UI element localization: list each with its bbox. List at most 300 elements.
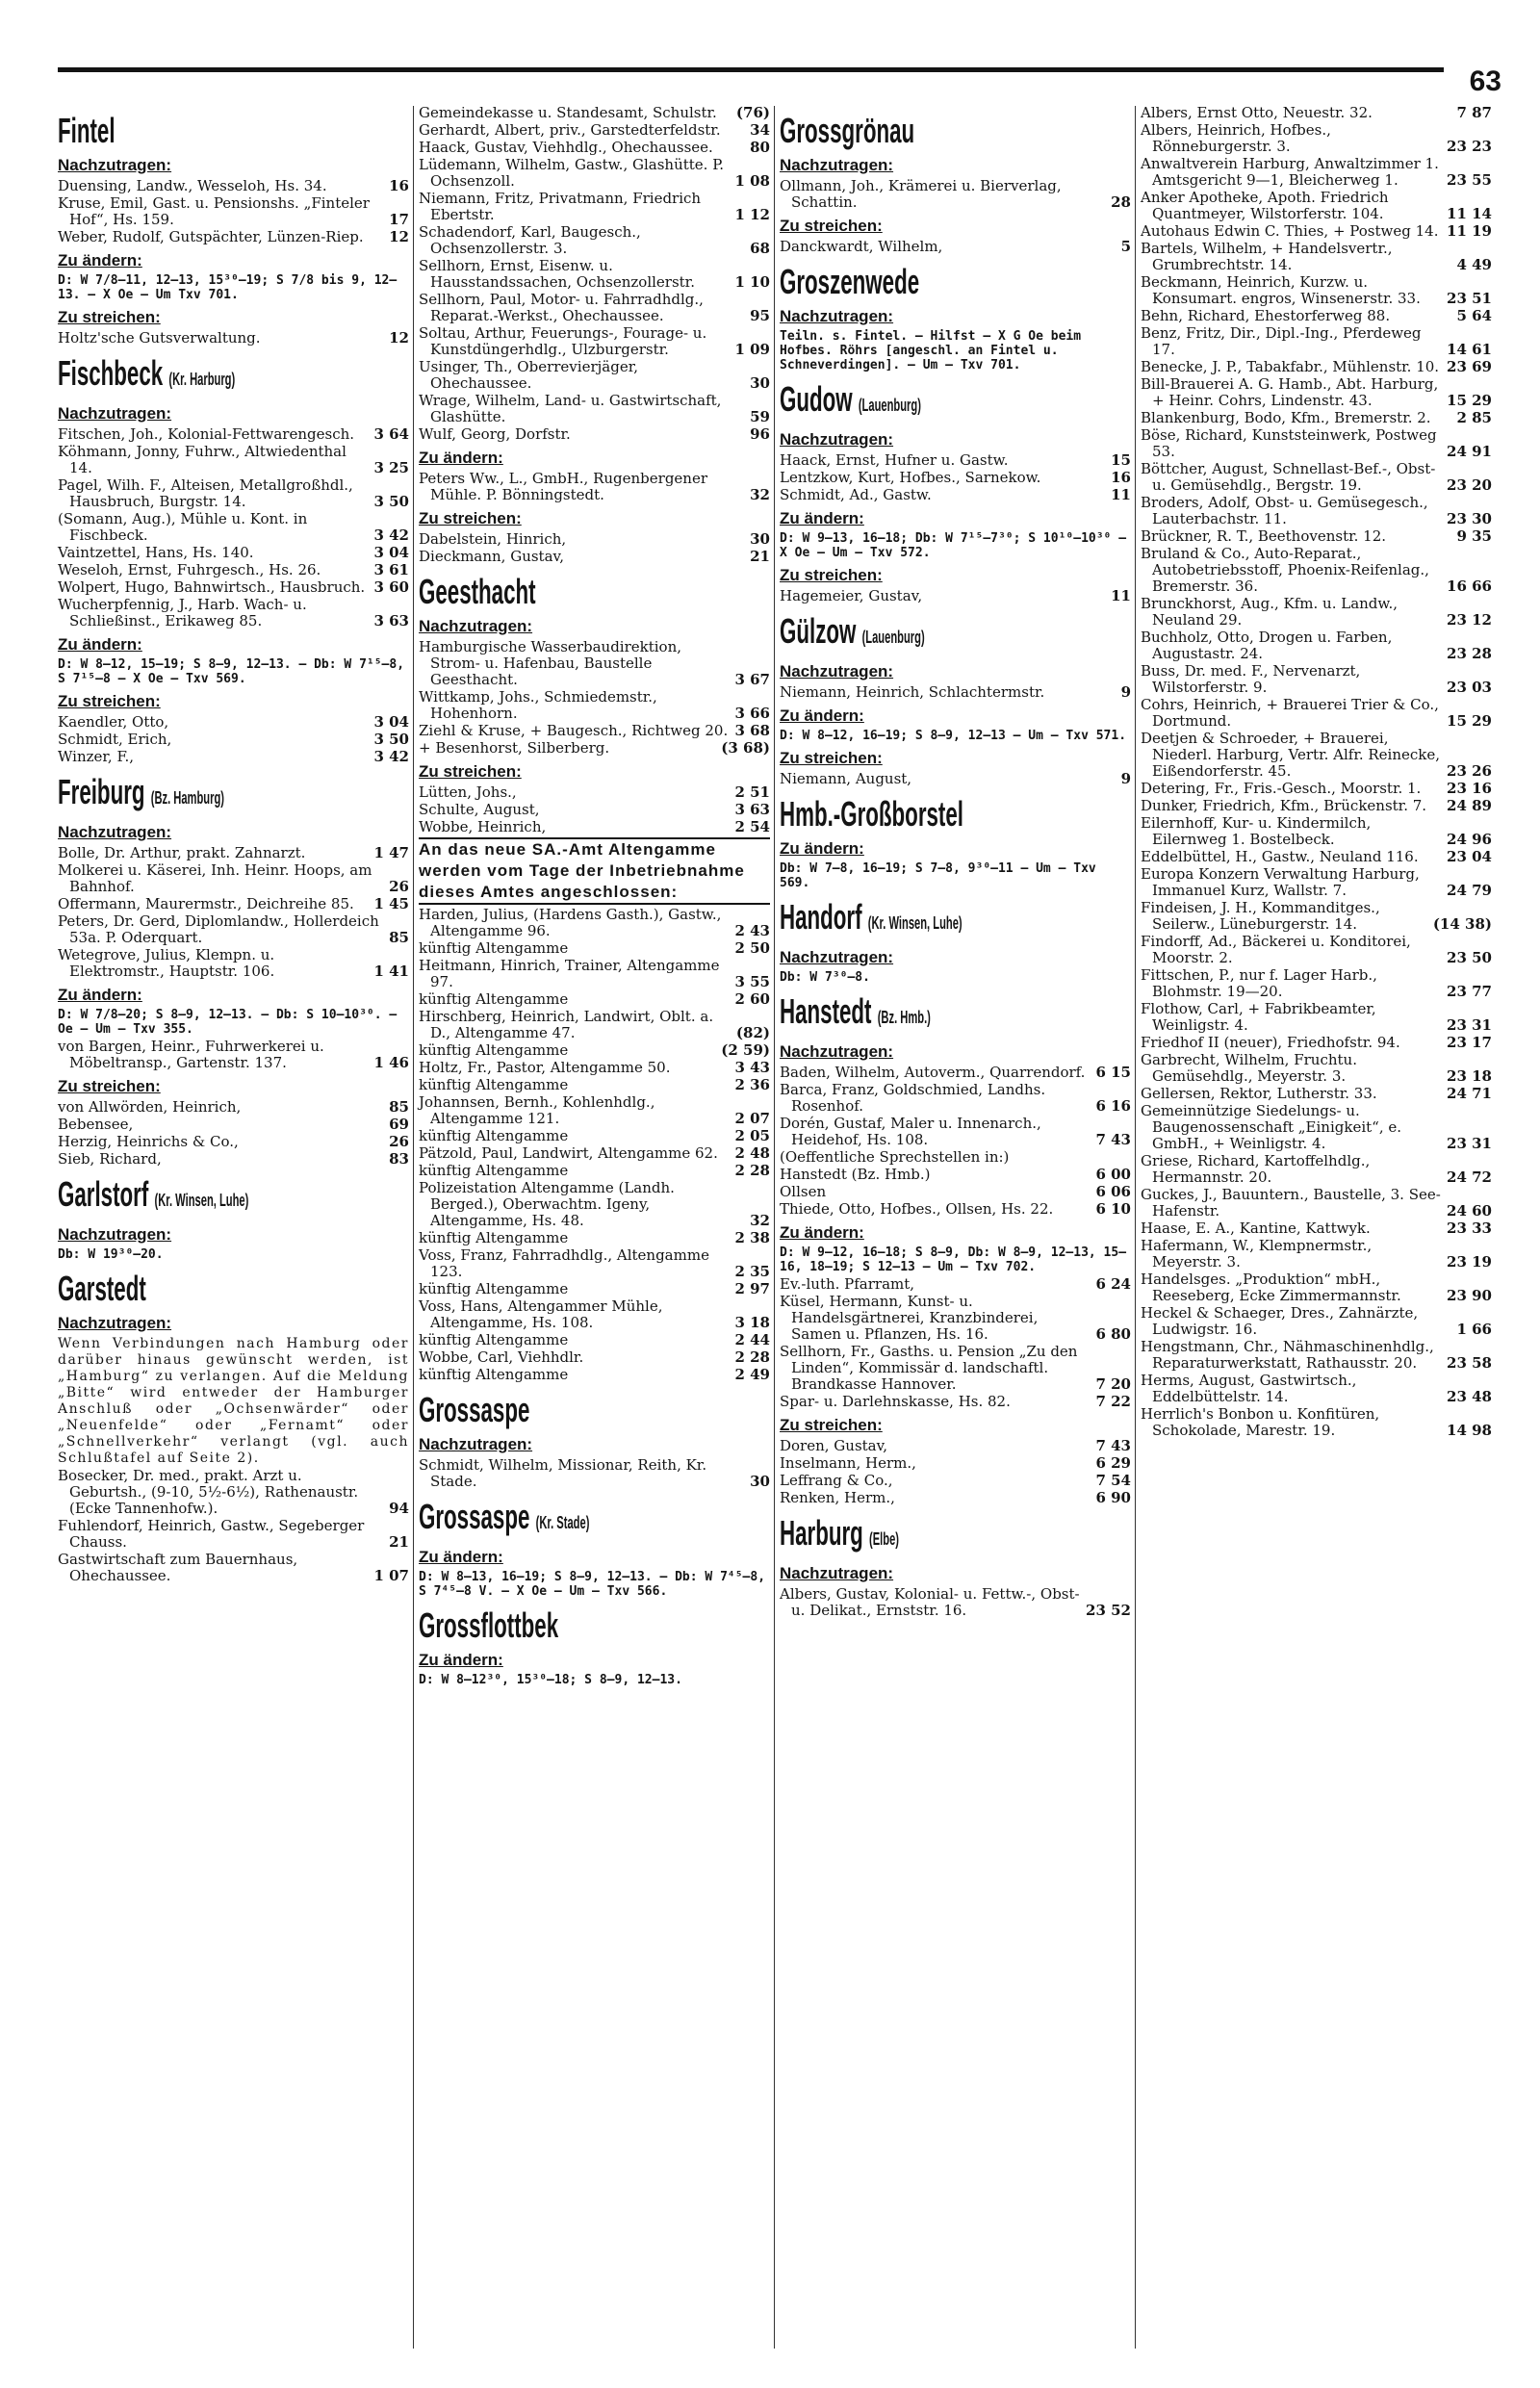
phone-number: 23 28: [1447, 645, 1492, 662]
listing-entry: [780, 487, 1131, 503]
phone-number: 23 48: [1447, 1388, 1492, 1405]
phone-number: 7 87: [1456, 104, 1492, 121]
entry-name: Hafermann, W., Klempnermstr., Meyerstr. 3.: [1141, 1237, 1373, 1271]
listing-entry: [419, 191, 770, 223]
phone-number: 2 38: [734, 1229, 770, 1246]
phone-number: 3 42: [373, 526, 409, 544]
entry-name: Findorff, Ad., Bäckerei u. Konditorei, Moorstr. 2.: [1141, 933, 1411, 966]
section-label: Zu ändern:: [58, 986, 142, 1004]
listing-entry: [780, 1082, 1131, 1115]
listing-entry: [58, 330, 409, 347]
phone-number: 23 19: [1447, 1253, 1492, 1271]
listing-entry: [1141, 866, 1492, 899]
town-name: Freiburg: [58, 772, 145, 811]
section-label: Nachzutragen:: [780, 307, 894, 325]
phone-number: 3 55: [734, 973, 770, 990]
entry-name: Griese, Richard, Kartoffelhdlg., Hermannstr. 20.: [1141, 1152, 1371, 1186]
phone-number: 3 43: [734, 1059, 770, 1076]
phone-number: 17: [389, 211, 409, 228]
entry-name: Inselmann, Herm.,: [780, 1454, 916, 1472]
entry-name: Eddelbüttel, H., Gastw., Neuland 116.: [1141, 848, 1419, 865]
town-heading: [780, 263, 997, 301]
entry-name: Gemeindekasse u. Standesamt, Schulstr.: [419, 104, 717, 121]
phone-number: 23 18: [1447, 1067, 1492, 1085]
listing-entry: [1141, 1035, 1492, 1051]
listing-entry: [780, 1294, 1131, 1343]
entry-name: Brunckhorst, Aug., Kfm. u. Landw., Neuland 29.: [1141, 595, 1399, 629]
phone-number: 23 50: [1447, 949, 1492, 966]
phone-number: 3 63: [734, 801, 770, 818]
listing-entry: [1141, 1339, 1492, 1372]
listing-entry: [58, 1552, 409, 1584]
listing-entry: [58, 477, 409, 510]
entry-name: Albers, Gustav, Kolonial- u. Fettw.-, Obst- u. Delikat., Ernststr. 16.: [780, 1585, 1080, 1619]
listing-entry: [1141, 528, 1492, 545]
entry-name: Wulf, Georg, Dorfstr.: [419, 425, 571, 443]
entry-name: Weseloh, Ernst, Fuhrgesch., Hs. 26.: [58, 561, 321, 578]
phone-number: 6 24: [1095, 1275, 1131, 1293]
phone-number: 2 49: [734, 1366, 770, 1383]
entry-name: Schulte, August,: [419, 801, 540, 818]
entry-name: Bebensee,: [58, 1116, 134, 1133]
listing-entry: [58, 178, 409, 194]
district-label: (Bz. Hmb.): [877, 1008, 931, 1027]
town-heading: [58, 1175, 275, 1220]
section-label: Nachzutragen:: [419, 617, 533, 635]
entry-name: Polizeistation Altengamme (Landh. Berged.), Oberwachtm. Igeny, Altengamme, Hs. 48.: [419, 1179, 675, 1229]
entry-name: Cohrs, Heinrich, + Brauerei Trier & Co., Dortmund.: [1141, 696, 1439, 730]
entry-name: Wobbe, Heinrich,: [419, 818, 547, 835]
phone-number: 3 67: [734, 671, 770, 688]
phone-number: 1 66: [1456, 1321, 1492, 1338]
listing-entry: [419, 940, 770, 957]
listing-entry: [1141, 359, 1492, 375]
listing-entry: [419, 1247, 770, 1280]
listing-entry: [419, 1367, 770, 1383]
entry-name: Holtz'sche Gutsverwaltung.: [58, 329, 261, 347]
district-label: (Bz. Hamburg): [150, 788, 224, 808]
entry-name: Buss, Dr. med. F., Nervenarzt, Wilstorferstr. 9.: [1141, 662, 1361, 696]
entry-name: Deetjen & Schroeder, + Brauerei, Niederl. Harburg, Vertr. Alfr. Reinecke, Eißendorferstr. 45.: [1141, 730, 1441, 780]
listing-entry: [58, 195, 409, 228]
phone-number: 3 50: [373, 731, 409, 748]
phone-number: 23 20: [1447, 476, 1492, 494]
phone-number: 7 22: [1095, 1393, 1131, 1410]
listing-entry: [1141, 1271, 1492, 1304]
entry-name: Schmidt, Ad., Gastw.: [780, 486, 932, 503]
hours-note: Db: W 7³⁰—8.: [780, 970, 870, 985]
listing-entry: [58, 426, 409, 443]
entry-name: Küsel, Hermann, Kunst- u. Handelsgärtnerei, Kranzbinderei, Samen u. Pflanzen, Hs. 16.: [780, 1293, 1039, 1343]
town-name: Geesthacht: [419, 572, 536, 611]
entry-name: Haack, Gustav, Viehhdlg., Ohechaussee.: [419, 139, 713, 156]
listing-entry: [58, 1518, 409, 1551]
entry-name: Kruse, Emil, Gast. u. Pensionshs. „Finteler Hof“, Hs. 159.: [58, 194, 370, 228]
listing-entry: [419, 471, 770, 503]
entry-name: Bruland & Co., Auto-Reparat., Autobetriebsstoff, Phoenix-Reifenlag., Bremerstr. 36.: [1141, 545, 1429, 595]
phone-number: 30: [750, 530, 770, 548]
listing-entry: [419, 122, 770, 139]
section-label: Zu ändern:: [58, 251, 142, 270]
entry-name: Bill-Brauerei A. G. Hamb., Abt. Harburg, + Heinr. Cohrs, Lindenstr. 43.: [1141, 375, 1439, 409]
hours-note: D: W 8—13, 16—19; S 8—9, 12—13. — Db: W 7⁴⁵—8, S 7⁴⁵—8 V. — X Oe — Um — Txv 566.: [419, 1570, 766, 1599]
listing-entry: [1141, 546, 1492, 595]
entry-name: Hamburgische Wasserbaudirektion, Strom- u. Hafenbau, Baustelle Geesthacht.: [419, 638, 682, 688]
section-label: Zu ändern:: [780, 509, 864, 527]
phone-number: 4 49: [1456, 256, 1492, 273]
phone-number: 6 90: [1095, 1489, 1131, 1506]
town-name: Gülzow: [780, 611, 857, 651]
listing-entry: [419, 1180, 770, 1229]
entry-name: Sellhorn, Paul, Motor- u. Fahrradhdlg., Reparat.-Werkst., Ohechaussee.: [419, 291, 704, 324]
listing-entry: [780, 1276, 1131, 1293]
phone-number: 23 16: [1447, 780, 1492, 797]
phone-number: 24 91: [1447, 443, 1492, 460]
listing-entry: [419, 549, 770, 565]
phone-number: 3 68: [734, 722, 770, 739]
entry-name: Dieckmann, Gustav,: [419, 548, 564, 565]
hours-note: D: W 9—13, 16—18; Db: W 7¹⁵—7³⁰; S 10¹⁰—10³⁰ — X Oe — Um — Txv 572.: [780, 531, 1127, 560]
listing-entry: [419, 1060, 770, 1076]
entry-name: Schmidt, Wilhelm, Missionar, Reith, Kr. Stade.: [419, 1456, 707, 1490]
entry-name: Molkerei u. Käserei, Inh. Heinr. Hoops, am Bahnhof.: [58, 861, 372, 895]
entry-name: Ziehl & Kruse, + Baugesch., Richtweg 20.: [419, 722, 729, 739]
phone-number: 80: [750, 139, 770, 156]
entry-name: Wittkamp, Johs., Schmiedemstr., Hohenhorn.: [419, 688, 657, 722]
listing-entry: [780, 771, 1131, 787]
phone-number: 2 35: [734, 1263, 770, 1280]
listing-entry: [419, 105, 770, 121]
entry-name: Schmidt, Erich,: [58, 731, 172, 748]
phone-number: 3 66: [734, 705, 770, 722]
phone-number: 11 14: [1447, 205, 1492, 222]
phone-number: 32: [750, 1212, 770, 1229]
announcement-banner: An das neue SA.-Amt Altengamme werden vom Tage der Inbetriebnahme dieses Amtes angeschlossen:: [419, 837, 770, 905]
town-name: Fischbeck: [58, 353, 164, 393]
listing-entry: [419, 802, 770, 818]
phone-number: 24 96: [1447, 831, 1492, 848]
phone-number: 24 89: [1447, 797, 1492, 814]
section-label: Zu streichen:: [780, 566, 883, 584]
phone-number: 9: [1120, 770, 1131, 787]
section-label: Nachzutragen:: [780, 156, 894, 174]
entry-name: Gellersen, Rektor, Lutherstr. 33.: [1141, 1085, 1377, 1102]
hours-note: Teiln. s. Fintel. — Hilfst — X G Oe beim Hofbes. Röhrs [angeschl. an Fintel u. Schneverdingen]. — Um — Txv 701.: [780, 329, 1082, 372]
town-heading: [780, 992, 997, 1037]
listing-entry: [1141, 308, 1492, 324]
entry-name: Dorén, Gustaf, Maler u. Innenarch., Heidehof, Hs. 108.: [780, 1115, 1041, 1148]
town-heading: [419, 1606, 636, 1645]
listing-entry: [419, 991, 770, 1008]
entry-name: Haase, E. A., Kantine, Kattwyk.: [1141, 1220, 1371, 1237]
listing-entry: [419, 1094, 770, 1127]
phone-number: 9 35: [1456, 527, 1492, 545]
entry-name: künftig Altengamme: [419, 1331, 569, 1348]
entry-name: Gastwirtschaft zum Bauernhaus, Ohechaussee.: [58, 1551, 298, 1584]
listing-entry: [1141, 274, 1492, 307]
listing-entry: [780, 1438, 1131, 1454]
section-label: Zu streichen:: [419, 509, 522, 527]
town-name: Grossaspe: [419, 1497, 530, 1536]
listing-entry: [419, 258, 770, 291]
entry-name: Böse, Richard, Kunststeinwerk, Postweg 53.: [1141, 426, 1437, 460]
town-heading: [419, 1391, 636, 1429]
section-label: Nachzutragen:: [780, 1042, 894, 1061]
entry-name: Bartels, Wilhelm, + Handelsvertr., Grumbrechtstr. 14.: [1141, 240, 1393, 273]
listing-entry: [780, 1201, 1131, 1218]
phone-number: 7 20: [1095, 1375, 1131, 1393]
section-label: Nachzutragen:: [780, 1564, 894, 1582]
entry-name: Herrlich's Bonbon u. Konfitüren, Schokolade, Marestr. 19.: [1141, 1405, 1380, 1439]
entry-name: Peters, Dr. Gerd, Diplomlandw., Hollerdeich 53a. P. Oderquart.: [58, 912, 379, 946]
phone-number: 2 07: [734, 1110, 770, 1127]
entry-name: Benz, Fritz, Dir., Dipl.-Ing., Pferdeweg 17.: [1141, 324, 1422, 358]
phone-number: 16 66: [1447, 578, 1492, 595]
listing-entry: [1141, 427, 1492, 460]
section-label: Zu ändern:: [780, 1223, 864, 1242]
column-divider: [413, 106, 414, 2349]
phone-number: 94: [389, 1500, 409, 1517]
town-heading: [58, 773, 275, 817]
phone-number: 21: [389, 1533, 409, 1551]
phone-number: 7 54: [1095, 1472, 1131, 1489]
entry-name: Peters Ww., L., GmbH., Rugenbergener Mühle. P. Bönningstedt.: [419, 470, 708, 503]
listing-entry: [58, 845, 409, 861]
entry-name: Benecke, J. P., Tabakfabr., Mühlenstr. 10.: [1141, 358, 1440, 375]
listing-entry: [1141, 731, 1492, 780]
phone-number: 23 17: [1447, 1034, 1492, 1051]
entry-name: künftig Altengamme: [419, 1076, 569, 1093]
district-label: (Kr. Harburg): [168, 370, 236, 389]
entry-name: Gerhardt, Albert, priv., Garstedterfeldstr.: [419, 121, 721, 139]
listing-entry: [780, 1394, 1131, 1410]
entry-name: Broders, Adolf, Obst- u. Gemüsegesch., Lauterbachstr. 11.: [1141, 494, 1428, 527]
phone-number: 11 19: [1447, 222, 1492, 240]
phone-number: 7 43: [1095, 1437, 1131, 1454]
phone-number: 23 33: [1447, 1220, 1492, 1237]
entry-name: Ollmann, Joh., Krämerei u. Bierverlag, Schattin.: [780, 177, 1062, 211]
town-heading: [780, 795, 997, 834]
section-label: Zu streichen:: [58, 1077, 161, 1095]
entry-name: Buchholz, Otto, Drogen u. Farben, Augustastr. 24.: [1141, 629, 1393, 662]
listing-entry: [1141, 1103, 1492, 1152]
entry-name: Soltau, Arthur, Feuerungs-, Fourage- u. Kunstdüngerhdlg., Ulzburgerstr.: [419, 324, 707, 358]
listing-entry: [1141, 156, 1492, 189]
entry-name: Wobbe, Carl, Viehhdlr.: [419, 1348, 584, 1366]
district-label: (Kr. Winsen, Luhe): [867, 913, 962, 933]
section-label: Nachzutragen:: [780, 430, 894, 449]
phone-number: 11: [1111, 486, 1131, 503]
phone-number: 32: [750, 486, 770, 503]
entry-name: Behn, Richard, Ehestorferweg 88.: [1141, 307, 1391, 324]
section-label: Zu ändern:: [419, 1651, 503, 1669]
entry-name: künftig Altengamme: [419, 939, 569, 957]
phone-number: 1 09: [734, 341, 770, 358]
entry-name: künftig Altengamme: [419, 1162, 569, 1179]
entry-name: Niemann, Heinrich, Schlachtermstr.: [780, 683, 1045, 701]
entry-name: Detering, Fr., Fris.-Gesch., Moorstr. 1.: [1141, 780, 1422, 797]
phone-number: 15 29: [1447, 712, 1492, 730]
listing-entry: [419, 292, 770, 324]
phone-number: 23 31: [1447, 1016, 1492, 1034]
town-name: Grossgrönau: [780, 111, 915, 150]
town-heading: [780, 898, 997, 942]
section-label: Zu streichen:: [780, 749, 883, 767]
town-heading: [780, 380, 997, 424]
listing-entry: [58, 1117, 409, 1133]
section-label: Nachzutragen:: [780, 662, 894, 680]
listing-entry: [419, 1230, 770, 1246]
phone-number: 2 54: [734, 818, 770, 835]
entry-name: Wetegrove, Julius, Klempn. u. Elektromstr., Hauptstr. 106.: [58, 946, 275, 980]
listing-entry: [1141, 1406, 1492, 1439]
phone-number: 1 07: [373, 1567, 409, 1584]
directory-page: [58, 67, 1502, 2368]
phone-number: 3 61: [373, 561, 409, 578]
phone-number: 16: [389, 177, 409, 194]
listing-entry: [780, 588, 1131, 604]
listing-entry: [1141, 596, 1492, 629]
listing-entry: [780, 1344, 1131, 1393]
phone-number: 59: [750, 408, 770, 425]
phone-number: 2 28: [734, 1162, 770, 1179]
entry-name: Leffrang & Co.,: [780, 1472, 893, 1489]
phone-number: 23 12: [1447, 611, 1492, 629]
listing-entry: [419, 1009, 770, 1041]
hours-note: D: W 7/8—20; S 8—9, 12—13. — Db: S 10—10³⁰. — Oe — Um — Txv 355.: [58, 1008, 398, 1037]
entry-name: künftig Altengamme: [419, 990, 569, 1008]
listing-entry: [780, 1167, 1131, 1183]
entry-name: Doren, Gustav,: [780, 1437, 888, 1454]
entry-name: Wrage, Wilhelm, Land- u. Gastwirtschaft, Glashütte.: [419, 392, 722, 425]
entry-name: Ev.-luth. Pfarramt,: [780, 1275, 915, 1293]
listing-entry: [58, 913, 409, 946]
phone-number: 24 71: [1447, 1085, 1492, 1102]
listing-entry: [58, 896, 409, 912]
phone-number: 6 15: [1095, 1064, 1131, 1081]
listing-entry: [1141, 815, 1492, 848]
phone-number: 15: [1111, 451, 1131, 469]
phone-number: 3 64: [373, 425, 409, 443]
listing-entry: [1141, 1220, 1492, 1237]
listing-entry: [58, 862, 409, 895]
listing-entry: [58, 1151, 409, 1168]
phone-number: 5: [1120, 238, 1131, 255]
listing-entry: [1141, 781, 1492, 797]
town-name: Handorf: [780, 897, 862, 937]
entry-name: Haack, Ernst, Hufner u. Gastw.: [780, 451, 1009, 469]
section-label: Zu streichen:: [58, 308, 161, 326]
listing-entry: [780, 1586, 1131, 1619]
listing-entry: [1141, 190, 1492, 222]
entry-name: von Allwörden, Heinrich,: [58, 1098, 242, 1116]
phone-number: 2 51: [734, 783, 770, 801]
section-label: Nachzutragen:: [780, 948, 894, 966]
entry-name: Anwaltverein Harburg, Anwaltzimmer 1. Amtsgericht 9—1, Bleicherweg 1.: [1141, 155, 1439, 189]
listing-entry: [780, 470, 1131, 486]
entry-name: Blankenburg, Bodo, Kfm., Bremerstr. 2.: [1141, 409, 1431, 426]
hours-note: Db: W 19³⁰—20.: [58, 1247, 164, 1262]
entry-name: Albers, Heinrich, Hofbes., Rönneburgerstr. 3.: [1141, 121, 1331, 155]
phone-number: 23 90: [1447, 1287, 1492, 1304]
entry-name: Schadendorf, Karl, Baugesch., Ochsenzollerstr. 3.: [419, 223, 641, 257]
entry-name: Danckwardt, Wilhelm,: [780, 238, 943, 255]
entry-name: Niemann, August,: [780, 770, 912, 787]
listing-entry: [419, 1457, 770, 1490]
hours-note: D: W 8—12, 16—19; S 8—9, 12—13 — Um — Txv 571.: [780, 729, 1127, 743]
listing-entry: [419, 958, 770, 990]
phone-number: 3 25: [373, 459, 409, 476]
listing-entry: [58, 579, 409, 596]
phone-number: 1 47: [373, 844, 409, 861]
entry-name: Pagel, Wilh. F., Alteisen, Metallgroßhdl., Hausbruch, Burgstr. 14.: [58, 476, 353, 510]
phone-number: 2 97: [734, 1280, 770, 1297]
column-1: [58, 104, 409, 1585]
phone-number: 23 77: [1447, 983, 1492, 1000]
listing-entry: [419, 157, 770, 190]
phone-number: 3 04: [373, 544, 409, 561]
listing-entry: [419, 1332, 770, 1348]
entry-name: Usinger, Th., Oberrevierjäger, Ohechaussee.: [419, 358, 638, 392]
phone-number: 12: [389, 228, 409, 245]
entry-name: Winzer, F.,: [58, 748, 135, 765]
phone-number: 5 64: [1456, 307, 1492, 324]
phone-number: 2 05: [734, 1127, 770, 1144]
listing-entry: [419, 689, 770, 722]
entry-name: Findeisen, J. H., Kommanditges., Seilerw., Lüneburgerstr. 14.: [1141, 899, 1380, 933]
section-label: Zu streichen:: [780, 217, 883, 235]
entry-name: Baden, Wilhelm, Autoverm., Quarrendorf.: [780, 1064, 1086, 1081]
listing-entry: [58, 545, 409, 561]
phone-number: 85: [389, 1098, 409, 1116]
entry-name: Voss, Franz, Fahrradhdlg., Altengamme 123.: [419, 1246, 709, 1280]
info-paragraph: Wenn Verbindungen nach Hamburg oder darüber hinaus gewünscht werden, ist „Hamburg“ zu verlangen. Auf die Meldung „Bitte“ wird entweder der Hamburger Anschluß oder „Ochsenwärder“ oder „Neuenfelde“ oder „Fernamt“ oder „Schnellverkehr“ verlangt (vgl. auch Schlußtafel auf Seite 2).: [58, 1336, 409, 1466]
entry-name: Albers, Ernst Otto, Neuestr. 32.: [1141, 104, 1373, 121]
listing-entry: [419, 639, 770, 688]
phone-number: 2 85: [1456, 409, 1492, 426]
district-label: (Lauenburg): [858, 396, 921, 415]
listing-entry: [780, 452, 1131, 469]
listing-entry: [419, 359, 770, 392]
listing-entry: [419, 1128, 770, 1144]
phone-number: 23 55: [1447, 171, 1492, 189]
town-heading: [780, 612, 997, 656]
entry-name: Duensing, Landw., Wesseloh, Hs. 34.: [58, 177, 327, 194]
phone-number: 6 29: [1095, 1454, 1131, 1472]
entry-name: Johannsen, Bernh., Kohlenhdlg., Altengamme 121.: [419, 1093, 655, 1127]
column-3: [780, 104, 1131, 1620]
town-name: Grossflottbek: [419, 1605, 559, 1645]
entry-name: von Bargen, Heinr., Fuhrwerkerei u. Möbeltransp., Gartenstr. 137.: [58, 1038, 324, 1071]
entry-name: Barca, Franz, Goldschmied, Landhs. Rosenhof.: [780, 1081, 1046, 1115]
phone-number: 1 08: [734, 172, 770, 190]
entry-name: Hengstmann, Chr., Nähmaschinenhdlg., Reparaturwerkstatt, Rathausstr. 20.: [1141, 1338, 1434, 1372]
town-heading: [419, 573, 636, 611]
entry-name: Hagemeier, Gustav,: [780, 587, 923, 604]
town-name: Garstedt: [58, 1269, 146, 1308]
phone-number: 24 79: [1447, 882, 1492, 899]
phone-number: 11: [1111, 587, 1131, 604]
listing-entry: [1141, 105, 1492, 121]
listing-entry: [58, 511, 409, 544]
phone-number: 3 42: [373, 748, 409, 765]
phone-number: 95: [750, 307, 770, 324]
listing-entry: [1141, 1305, 1492, 1338]
phone-number: 23 26: [1447, 762, 1492, 780]
phone-number: 3 18: [734, 1314, 770, 1331]
phone-number: 30: [750, 374, 770, 392]
phone-number: 26: [389, 1133, 409, 1150]
